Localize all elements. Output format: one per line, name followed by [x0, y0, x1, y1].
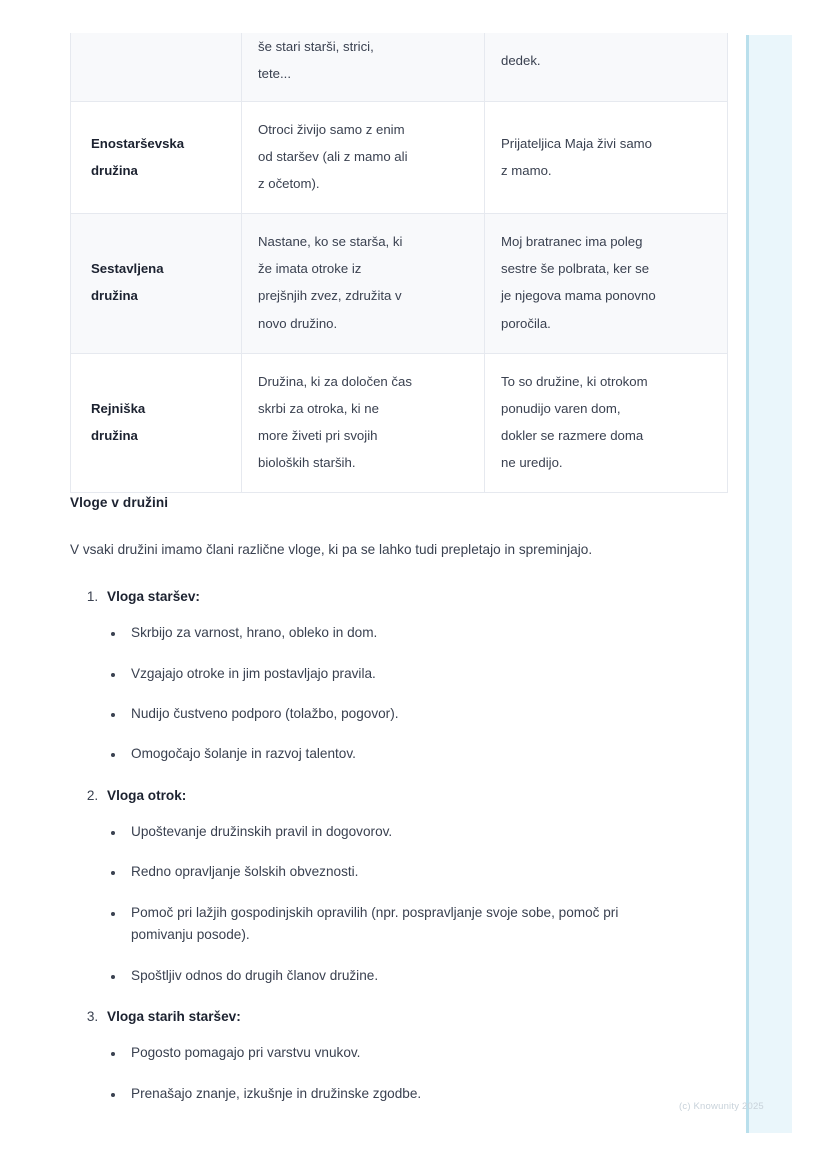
duties-list	[107, 1042, 634, 1105]
cell-text-line: To so družine, ki otrokom	[501, 373, 648, 389]
cell-text-line: z mamo.	[501, 162, 552, 178]
role-title: 2. Vloga otrok:	[107, 787, 187, 803]
table-cell-description	[242, 102, 485, 214]
list-item: • Upoštevanje družinskih pravil in dogovorov.	[125, 821, 634, 843]
table-cell-description	[242, 353, 485, 492]
list-item	[102, 786, 634, 987]
cell-text-line: more živeti pri svojih	[258, 427, 378, 443]
cell-text-line: ponudijo varen dom,	[501, 400, 621, 416]
cell-text-line: prejšnjih zvez, združita v	[258, 288, 402, 304]
copyright-watermark: (c) Knowunity 2025	[679, 1101, 764, 1112]
duties-list	[107, 622, 634, 766]
cell-text-line: Otroci živijo samo z enim	[258, 122, 405, 138]
list-item: • Prenašajo znanje, izkušnje in družinske zgodbe.	[125, 1083, 634, 1105]
table-cell-description	[242, 33, 485, 102]
table-row	[71, 102, 728, 214]
cell-text-line: z očetom).	[258, 176, 320, 192]
list-item	[102, 587, 634, 766]
cell-text-line: Družina, ki za določen čas	[258, 373, 412, 389]
section-heading: Vloge v družini	[70, 495, 169, 510]
table-cell-example	[485, 33, 728, 102]
table-row	[71, 214, 728, 353]
list-item: • Skrbijo za varnost, hrano, obleko in dom.	[125, 622, 634, 644]
cell-text-line: Prijateljica Maja živi samo	[501, 135, 652, 151]
cell-text-line: že imata otroke iz	[258, 261, 362, 277]
table-cell-term	[71, 33, 242, 102]
cell-text-line: dokler se razmere doma	[501, 427, 644, 443]
table-cell-description	[242, 214, 485, 353]
table-cell-example	[485, 353, 728, 492]
cell-text-line: poročila.	[501, 315, 551, 331]
table-cell-term	[71, 353, 242, 492]
table-row	[71, 33, 728, 102]
table-cell-example	[485, 102, 728, 214]
cell-text-line: Enostarševska	[91, 135, 185, 151]
right-decorative-panel	[746, 35, 792, 1133]
cell-text-line: še stari starši, strici,	[258, 39, 374, 54]
list-item: • Vzgajajo otroke in jim postavljajo pravila.	[125, 663, 634, 685]
cell-text-line: novo družino.	[258, 315, 338, 331]
roles-ordered-list	[70, 587, 634, 1105]
cell-text-line: družina	[91, 427, 138, 443]
cell-text-line: od staršev (ali z mamo ali	[258, 149, 408, 165]
table-body	[71, 33, 728, 492]
cell-text-line: družina	[91, 288, 138, 304]
cell-text-line: tete...	[258, 66, 291, 82]
cell-text-line: sestre še polbrata, ker se	[501, 261, 650, 277]
cell-text-line: Nastane, ko se starša, ki	[258, 234, 403, 250]
table-cell-example	[485, 214, 728, 353]
section-content	[70, 495, 634, 1105]
cell-text-line: Rejniška	[91, 400, 146, 416]
cell-text-line: bioloških starših.	[258, 454, 356, 470]
list-item: • Pogosto pomagajo pri varstvu vnukov.	[125, 1042, 634, 1064]
list-item: • Omogočajo šolanje in razvoj talentov.	[125, 743, 634, 765]
table-cell-term	[71, 102, 242, 214]
cell-text-line: Sestavljena	[91, 261, 164, 277]
cell-text-line: je njegova mama ponovno	[501, 288, 656, 304]
list-item: • Pomoč pri lažjih gospodinjskih opravilih (npr. pospravljanje svoje sobe, pomoč pri pomivanju posode).	[125, 902, 634, 947]
list-item: • Nudijo čustveno podporo (tolažbo, pogovor).	[125, 703, 634, 725]
cell-text-line: dedek.	[501, 52, 541, 68]
list-item: • Spoštljiv odnos do drugih članov družine.	[125, 965, 634, 987]
cell-text-line: skrbi za otroka, ki ne	[258, 400, 379, 416]
list-item	[102, 1007, 634, 1105]
table-row	[71, 353, 728, 492]
cell-text-line: Moj bratranec ima poleg	[501, 234, 643, 250]
section-intro-paragraph: V vsaki družini imamo člani različne vloge, ki pa se lahko tudi prepletajo in spreminjajo.	[70, 542, 593, 557]
cell-text-line: ne uredijo.	[501, 454, 563, 470]
role-title: 1. Vloga staršev:	[107, 589, 200, 605]
list-item: • Redno opravljanje šolskih obveznosti.	[125, 861, 634, 883]
cell-text-line: družina	[91, 162, 138, 178]
family-types-table	[70, 33, 728, 493]
duties-list	[107, 821, 634, 987]
role-title: 3. Vloga starih staršev:	[107, 1009, 241, 1025]
table-cell-term	[71, 214, 242, 353]
